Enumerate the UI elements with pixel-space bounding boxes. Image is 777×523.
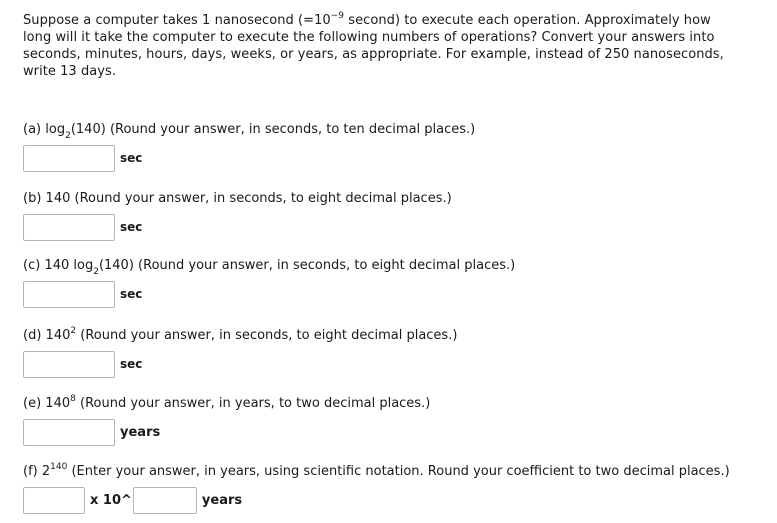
part-c-answer-input[interactable] (23, 281, 115, 308)
part-e-expr-base: 140 (45, 396, 71, 411)
part-a-question (23, 121, 763, 141)
part-d-instruction: (Round your answer, in seconds, to eight decimal places.) (80, 328, 458, 343)
part-d-expr-exponent: 2 (70, 325, 77, 336)
part-d-question (23, 327, 763, 344)
part-b-expression: 140 (45, 191, 71, 206)
part-b-answer-input[interactable] (23, 214, 115, 241)
part-c-expression (44, 258, 134, 277)
part-f-coefficient-input[interactable] (23, 487, 85, 514)
part-f-expr-base: 2 (41, 464, 51, 479)
part-c-expr-base: 2 (93, 266, 99, 277)
part-f-unit: years (201, 492, 243, 508)
part-a-answer-row (23, 142, 763, 174)
part-e-instruction: (Round your answer, in years, to two decimal places.) (80, 396, 431, 411)
part-c-expr-arg: (140) (98, 258, 134, 273)
part-a-expression (45, 122, 106, 141)
part-a-instruction: (Round your answer, in seconds, to ten decimal places.) (109, 122, 476, 137)
part-a-expr-base: 2 (65, 130, 71, 141)
part-b-answer-row (23, 211, 763, 243)
intro-exponent: −9 (330, 10, 345, 21)
intro-text-end: second) to execute each operation. Approximately how long will it take the computer to execute the following numbers of operations? Convert your answers into seconds, minutes, hours, days, weeks, or years, as appropriate. For example, instead of 250 nanoseconds, write 13 days. (23, 13, 724, 79)
part-e-expr-exponent: 8 (70, 393, 76, 404)
part-a-expr-arg: (140) (70, 122, 106, 137)
part-d-label: (d) (23, 328, 42, 343)
part-d-unit: sec (120, 357, 143, 371)
part-f (23, 463, 763, 516)
part-d-answer-row (23, 348, 763, 380)
part-c-unit: sec (120, 287, 143, 301)
part-c-answer-row (23, 278, 763, 310)
part-e-answer-input[interactable] (23, 419, 115, 446)
part-b-instruction: (Round your answer, in seconds, to eight decimal places.) (74, 191, 452, 206)
part-f-answer-row (23, 484, 763, 516)
part-f-expression (41, 461, 68, 479)
part-a-answer-input[interactable] (23, 145, 115, 172)
part-e (23, 395, 763, 448)
part-c-question (23, 257, 763, 277)
part-b-label: (b) (23, 191, 42, 206)
part-f-question (23, 463, 763, 480)
problem-statement (23, 12, 733, 80)
part-b-unit: sec (120, 220, 143, 234)
part-f-times-ten-label: x 10^ (90, 492, 132, 508)
part-a (23, 121, 763, 174)
part-c-expr-log: 140 log (44, 258, 94, 273)
part-d-answer-input[interactable] (23, 351, 115, 378)
part-c-instruction: (Round your answer, in seconds, to eight decimal places.) (138, 258, 516, 273)
part-e-label: (e) (23, 396, 42, 411)
part-d (23, 327, 763, 380)
part-f-expr-exponent: 140 (50, 461, 68, 472)
part-d-expr-base: 140 (45, 328, 71, 343)
part-f-label: (f) (23, 464, 38, 479)
part-e-expression (45, 393, 76, 411)
part-d-expression (45, 325, 77, 343)
intro-text-start: Suppose a computer takes 1 nanosecond (=10 (23, 13, 331, 28)
part-c (23, 257, 763, 310)
part-a-expr-log: log (45, 122, 66, 137)
part-e-answer-row (23, 416, 763, 448)
part-e-unit: years (120, 424, 161, 440)
part-b-question (23, 190, 763, 207)
part-a-label: (a) (23, 122, 42, 137)
part-f-instruction: (Enter your answer, in years, using scientific notation. Round your coefficient to two decimal places.) (71, 464, 730, 479)
part-b (23, 190, 763, 243)
part-e-question (23, 395, 763, 412)
part-f-exponent-input[interactable] (133, 487, 197, 514)
part-a-unit: sec (120, 151, 143, 165)
part-c-label: (c) (23, 258, 41, 273)
